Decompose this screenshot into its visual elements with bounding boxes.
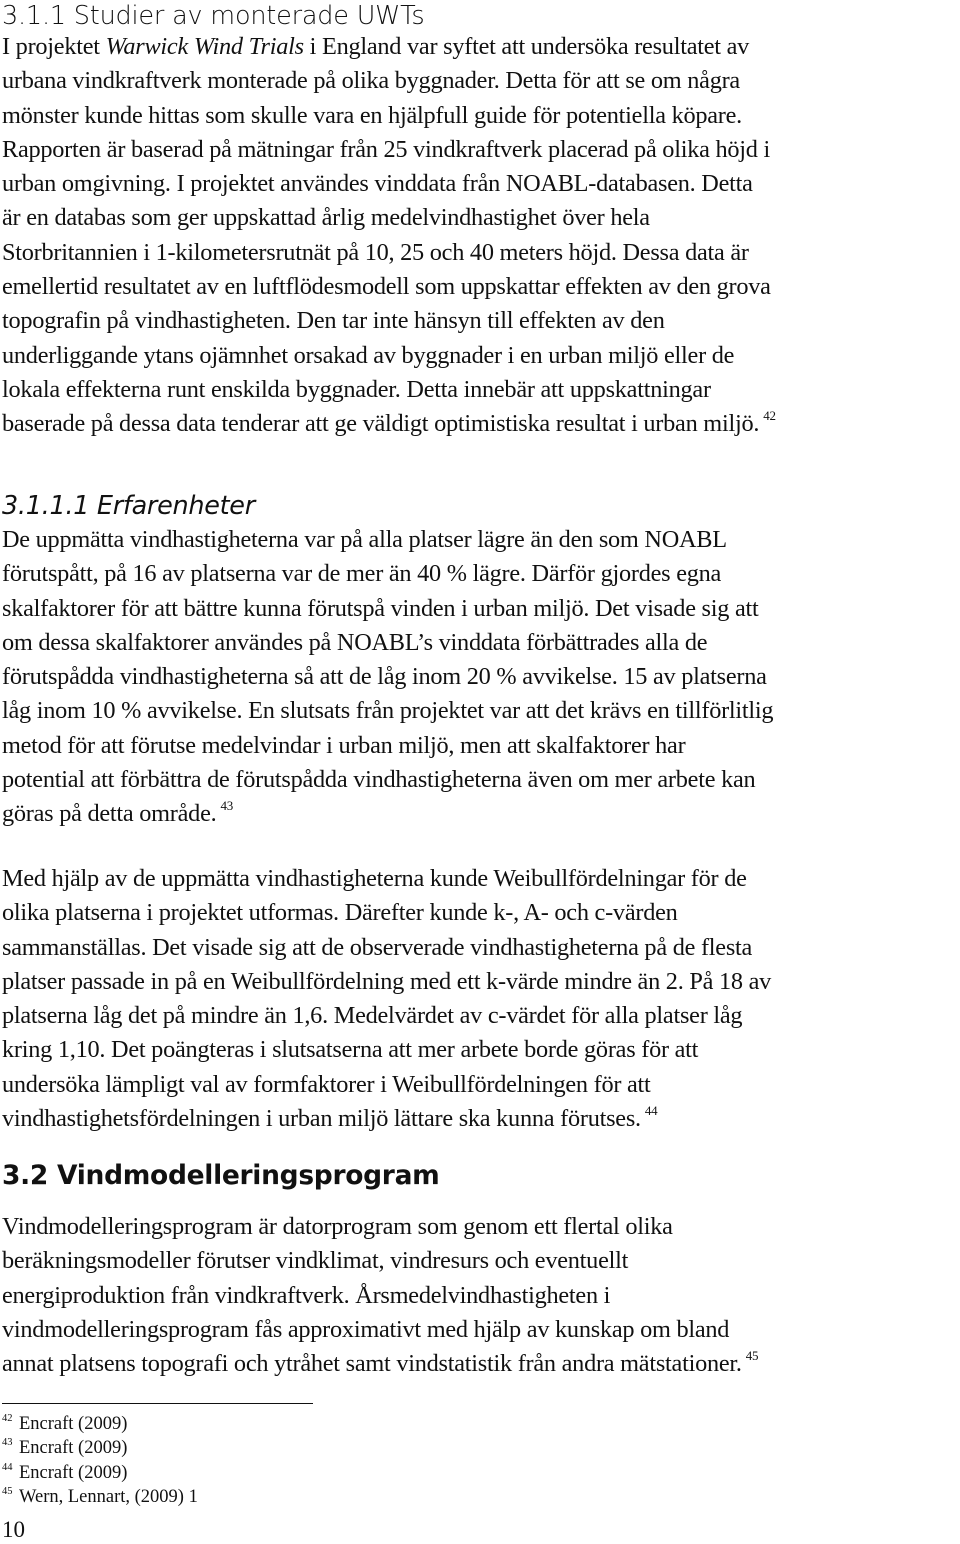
footnote-ref: 42	[763, 408, 776, 424]
text-line: om dessa skalfaktorer användes på NOABL’s vinddata förbättrades alla de	[2, 628, 708, 656]
text-line: potential att förbättra de förutspådda vindhastigheterna även om mer arbete kan	[2, 766, 756, 794]
text-line: urban omgivning. I projektet användes vinddata från NOABL-databasen. Detta	[2, 170, 753, 198]
footnote-ref: 43	[220, 798, 233, 814]
paragraph-warwick-wind-trials	[2, 30, 776, 442]
text-line: skalfaktorer för att bättre kunna förutspå vinden i urban miljö. Det visade sig att	[2, 594, 759, 622]
text-line	[2, 797, 773, 831]
text-line: är en databas som ger uppskattad årlig medelvindhastighet över hela	[2, 204, 650, 232]
page-number: 10	[2, 1517, 25, 1542]
text-line: förutspådda vindhastigheterna så att de låg inom 20 % avvikelse. 15 av platserna	[2, 663, 767, 691]
text-line: urbana vindkraftverk monterade på olika byggnader. Detta för att se om några	[2, 67, 740, 95]
text-line: De uppmätta vindhastigheterna var på alla platser lägre än den som NOABL	[2, 526, 727, 553]
text-line: kring 1,10. Det poängteras i slutsatserna att mer arbete borde göras för att	[2, 1036, 699, 1064]
text-line: underliggande ytans ojämnhet orsakad av byggnader i en urban miljö eller de	[2, 341, 735, 369]
text-line: topografin på vindhastigheten. Den tar inte hänsyn till effekten av den	[2, 307, 665, 335]
paragraph-weibull	[2, 862, 771, 1136]
footnote-text: Wern, Lennart, (2009) 1	[19, 1486, 198, 1507]
text-line: Vindmodelleringsprogram är datorprogram som genom ett flertal olika	[2, 1213, 673, 1240]
text-line	[2, 1347, 758, 1381]
text-line: sammanställas. Det visade sig att de observerade vindhastigheterna på de flesta	[2, 933, 753, 961]
text-line	[2, 30, 776, 64]
text-line	[2, 407, 776, 441]
text-line: undersöka lämpligt val av formfaktorer i Weibullfördelningen för att	[2, 1070, 651, 1098]
text-line: låg inom 10 % avvikelse. En slutsats från projektet var att det krävs en tillförlitlig	[2, 697, 774, 725]
text-segment: göras på detta område.	[2, 800, 217, 828]
footnote-ref: 45	[745, 1348, 759, 1364]
text-line: platser passade in på en Weibullfördelning med ett k-värde mindre än 2. På 18 av	[2, 967, 772, 995]
footnote: $^{44}$ Encraft (2009)	[2, 1461, 128, 1483]
text-line: lokala effekterna runt enskilda byggnader. Detta innebär att uppskattningar	[2, 375, 711, 403]
text-segment: vindhastighetsfördelningen i urban miljö lättare ska kunna förutses.	[2, 1105, 641, 1133]
footnote-text: Encraft (2009)	[19, 1414, 128, 1434]
text-segment: i England var syftet att undersöka resultatet av	[303, 33, 750, 60]
paragraph-wind-modelling	[2, 1210, 758, 1381]
text-line: beräkningsmodeller förutser vindklimat, vindresurs och eventuellt	[2, 1247, 629, 1275]
footnote: $^{43}$ Encraft (2009)	[2, 1437, 128, 1459]
text-segment: annat platsens topografi och ytråhet samt vindstatistik från andra mätstationer.	[2, 1350, 742, 1378]
footnote: $^{45}$ Wern, Lennart, (2009) 1	[2, 1485, 198, 1507]
footnote-separator	[2, 1403, 313, 1404]
text-line: metod för att förutse medelvindar i urban miljö, men att skalfaktorer har	[2, 731, 686, 759]
text-line: Storbritannien i 1-kilometersrutnät på 10, 25 och 40 meters höjd. Dessa data är	[2, 238, 749, 266]
text-line: mönster kunde hittas som skulle vara en hjälpfull guide för potentiella köpare.	[2, 101, 743, 129]
text-line	[2, 1102, 771, 1136]
project-name-italic: Warwick Wind Trials	[105, 33, 304, 60]
footnote-text: Encraft (2009)	[19, 1462, 128, 1483]
footnotes-list	[2, 1412, 198, 1509]
subsection-heading: 3.1.1.1 Erfarenheter	[2, 491, 255, 521]
text-line: platserna låg det på mindre än 1,6. Medelvärdet av c-värdet för alla platser låg	[2, 1002, 743, 1030]
text-line: energiproduktion från vindkraftverk. Årsmedelvindhastigheten i	[2, 1281, 611, 1309]
text-line: olika platserna i projektet utformas. Därefter kunde k-, A- och c-värden	[2, 899, 678, 927]
main-section-heading: 3.2 Vindmodelleringsprogram	[2, 1160, 440, 1191]
text-line: Med hjälp av de uppmätta vindhastigheterna kunde Weibullfördelningar för de	[2, 865, 747, 892]
footnote-ref: 44	[644, 1103, 658, 1119]
footnote: $^{42}$ Encraft (2009)	[2, 1413, 128, 1434]
text-line: emellertid resultatet av en luftflödesmodell som uppskattar effekten av den grova	[2, 273, 771, 301]
text-line: Rapporten är baserad på mätningar från 25 vindkraftverk placerad på olika höjd i	[2, 135, 770, 163]
paragraph-experiences	[2, 523, 773, 832]
section-heading: 3.1.1 Studier av monterade UWTs	[2, 1, 425, 31]
footnote-text: Encraft (2009)	[19, 1438, 128, 1459]
text-line: vindmodelleringsprogram fås approximativt med hjälp av kunskap om bland	[2, 1315, 730, 1343]
text-line: förutspått, på 16 av platserna var de mer än 40 % lägre. Därför gjordes egna	[2, 560, 722, 588]
text-segment: I projektet	[2, 33, 106, 60]
text-segment: baserade på dessa data tenderar att ge väldigt optimistiska resultat i urban miljö.	[2, 410, 760, 438]
